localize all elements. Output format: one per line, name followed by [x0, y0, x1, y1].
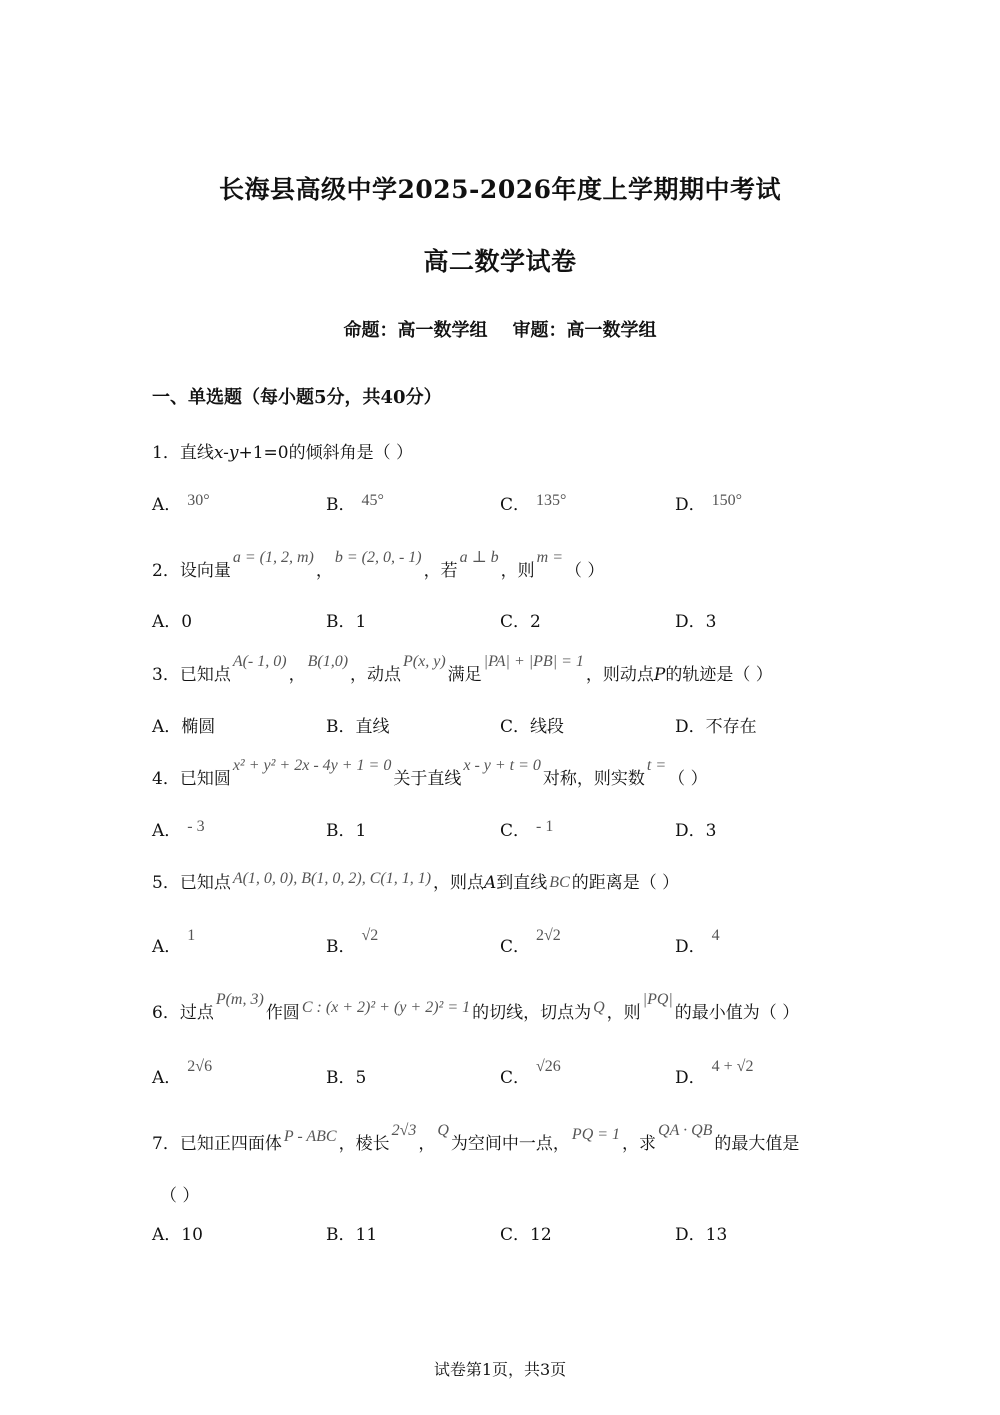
question-4-option-b: B．1 [326, 821, 367, 841]
question-3-option-d: D．不存在 [675, 717, 757, 737]
point-p: P(x, y) [403, 653, 446, 670]
question-6-option-a: A．2√6 [152, 1058, 213, 1088]
m-equals: m = [536, 549, 564, 566]
page-footer: 试卷第1页，共3页 [433, 1360, 567, 1379]
question-5: 5．已知点 A(1, 0, 0), B(1, 0, 2), C(1, 1, 1) ，则点A到直线 BC 的距离是（ ） [152, 870, 680, 893]
question-6-option-c: C．√26 [500, 1058, 561, 1088]
circle-equation: x² + y² + 2x - 4y + 1 = 0 [232, 757, 392, 774]
question-7-option-c: C．12 [500, 1225, 552, 1245]
line-bc: BC [549, 874, 570, 891]
line-equation: x - y + t = 0 [463, 757, 541, 774]
question-3-option-a: A．椭圆 [152, 717, 216, 737]
question-7-option-d: D．13 [675, 1225, 728, 1245]
question-2-option-b: B．1 [326, 612, 367, 632]
distance-condition: |PA| + |PB| = 1 [483, 653, 584, 670]
question-5-option-b: B．√2 [326, 927, 379, 957]
exam-title: 长海县高级中学2025-2026年度上学期期中考试 [218, 175, 782, 204]
vector-b: b = (2, 0, - 1) [334, 549, 422, 566]
question-4-option-d: D．3 [675, 821, 717, 841]
question-5-option-a: A．1 [152, 927, 196, 957]
point-b: B(1,0) [307, 653, 349, 670]
question-1-option-b: B． 45° [326, 492, 384, 515]
question-7-option-a: A．10 [152, 1225, 203, 1245]
point-q: Q [593, 999, 605, 1016]
question-1-math: x-y [213, 443, 239, 463]
point-q-space: Q [437, 1122, 449, 1139]
question-6-option-b: B．5 [326, 1068, 367, 1088]
question-2-option-c: C．2 [500, 612, 541, 632]
exam-subtitle: 高二数学试卷 [423, 247, 577, 276]
exam-credits: 命题：高一数学组 审题：高一数学组 [343, 320, 657, 341]
tetrahedron: P - ABC [283, 1128, 337, 1145]
vector-a: a = (1, 2, m) [232, 549, 314, 566]
question-6-option-d: D．4 + √2 [675, 1058, 754, 1088]
question-4: 4．已知圆x² + y² + 2x - 4y + 1 = 0关于直线x - y + t = 0对称，则实数t =（ ） [152, 757, 708, 789]
pq-equals-one: PQ = 1 [571, 1126, 621, 1143]
t-equals: t = [646, 757, 667, 774]
question-5-option-d: D．4 [675, 927, 720, 957]
point-p-m3: P(m, 3) [215, 991, 264, 1008]
points-abc: A(1, 0, 0), B(1, 0, 2), C(1, 1, 1) [232, 870, 432, 887]
question-3-option-c: C．线段 [500, 717, 565, 737]
question-4-option-a: A． - 3 [152, 818, 205, 841]
perpendicular-condition: a ⊥ b [459, 549, 499, 566]
dot-product: QA · QB [658, 1122, 713, 1139]
question-7-bracket: （ ） [160, 1186, 200, 1206]
question-6: 6．过点P(m, 3)作圆 C : (x + 2)² + (y + 2)² = 1 的切线，切点为 Q ，则|PQ|的最小值为（ ） [152, 991, 800, 1023]
question-3: 3．已知点A(- 1, 0)，B(1,0)，动点P(x, y)满足|PA| + |PB| = 1，则动点P的轨迹是（ ） [152, 653, 773, 685]
pq-length: |PQ| [642, 991, 673, 1008]
point-a: A(- 1, 0) [232, 653, 287, 670]
question-1: 1．直线x-y+1=0的倾斜角是（ ） [152, 443, 413, 463]
question-7-option-b: B．11 [326, 1225, 378, 1245]
question-2-option-a: A．0 [152, 612, 193, 632]
question-7: 7．已知正四面体 P - ABC ，棱长2√3，Q为空间中一点， PQ = 1 ，求QA · QB的最大值是 [152, 1122, 800, 1154]
question-5-option-c: C．2√2 [500, 927, 561, 957]
question-4-option-c: C． - 1 [500, 818, 554, 841]
question-1-option-d: D． 150° [675, 492, 743, 515]
question-2: 2．设向量a = (1, 2, m)，b = (2, 0, - 1)，若a ⊥ b，则m =（ ） [152, 549, 605, 581]
question-1-option-c: C． 135° [500, 492, 567, 515]
circle-c: C : (x + 2)² + (y + 2)² = 1 [301, 999, 471, 1016]
question-1-option-a: A． 30° [152, 492, 210, 515]
question-2-option-d: D．3 [675, 612, 717, 632]
section-heading: 一、单选题（每小题5分，共40分） [152, 387, 442, 408]
question-3-option-b: B．直线 [326, 717, 390, 737]
edge-length: 2√3 [391, 1122, 417, 1139]
